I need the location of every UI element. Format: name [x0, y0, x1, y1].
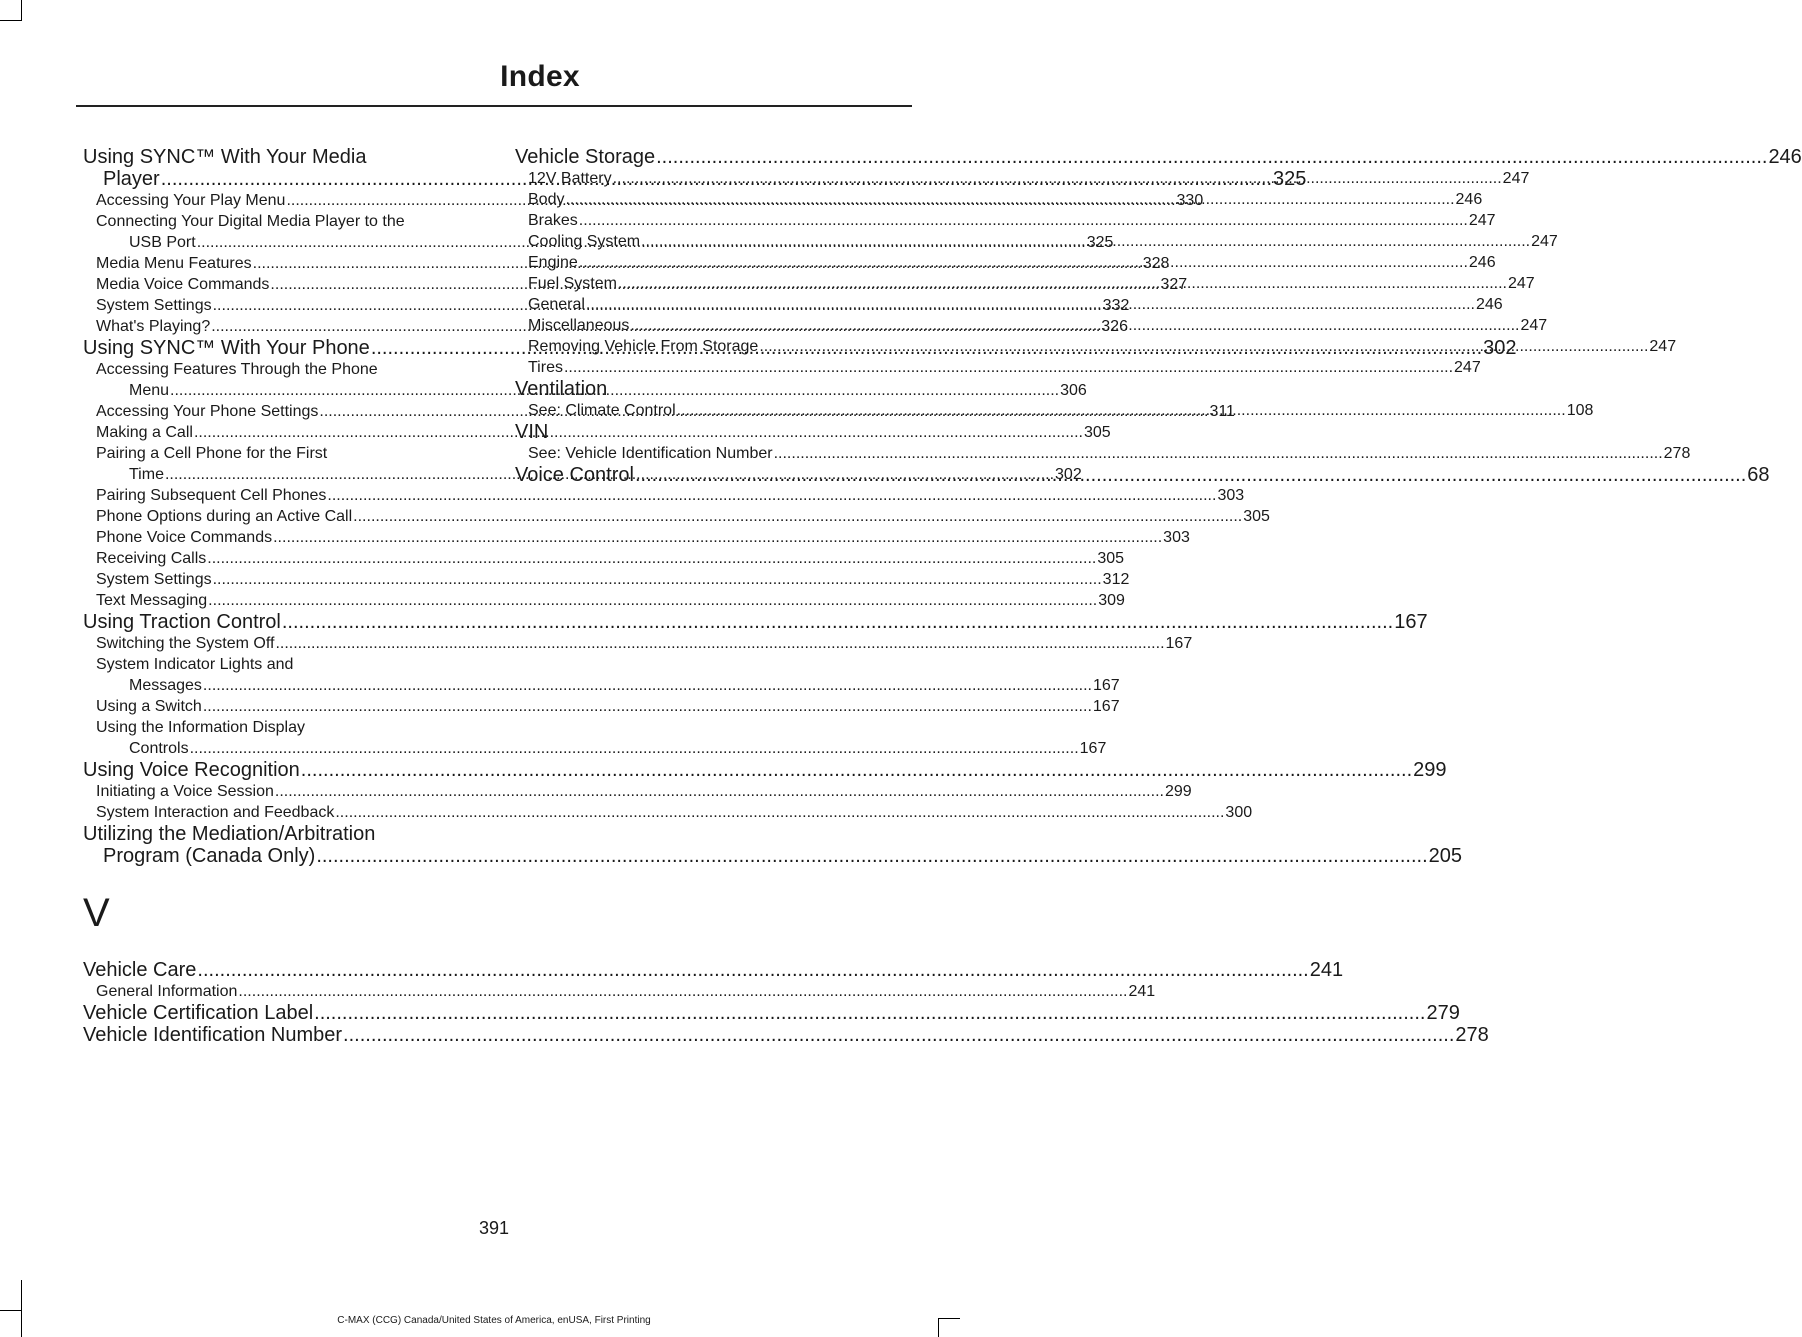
dot-leader: [579, 252, 1468, 273]
entry-label: General Information: [96, 983, 238, 1000]
entry-label: Text Messaging: [96, 592, 208, 609]
entry-label: Phone Options during an Active Call: [96, 508, 353, 525]
page-ref: 167: [1394, 611, 1428, 633]
page-ref: 205: [1428, 845, 1463, 867]
entry-label: Ventilation: [515, 378, 608, 400]
page-ref: 327: [1160, 276, 1188, 293]
entry-label: Cooling System: [528, 233, 641, 250]
entry-label: 12V Battery: [528, 170, 612, 187]
entry-label: Body: [528, 191, 565, 208]
entry-label: System Indicator Lights and: [96, 656, 294, 673]
entry-label: Player: [103, 168, 160, 190]
dot-leader: [343, 1024, 1454, 1046]
index-entry: [83, 759, 1447, 781]
page-ref: 328: [1142, 255, 1170, 272]
page-ref: 325: [1273, 168, 1307, 190]
page-ref: 247: [1507, 275, 1535, 292]
page-ref: 306: [1060, 382, 1087, 399]
dot-leader: [275, 633, 1164, 654]
dot-leader: [316, 845, 1427, 867]
index-subentry: [83, 527, 1190, 548]
dot-leader: [301, 759, 1412, 781]
entry-label: Miscellaneous: [528, 317, 630, 334]
dot-leader: [238, 981, 1127, 1002]
index-subentry: [83, 506, 1270, 527]
index-entry: [83, 959, 1344, 981]
page-ref: 305: [1243, 508, 1270, 525]
page-ref: 305: [1097, 550, 1125, 567]
entry-label: Utilizing the Mediation/Arbitration: [83, 823, 376, 845]
index-subentry: [83, 654, 1120, 696]
dot-leader: [656, 146, 1767, 168]
dot-leader: [353, 506, 1242, 527]
page-ref: 279: [1426, 1002, 1460, 1024]
dot-leader: [213, 569, 1102, 590]
page-ref: 247: [1520, 317, 1548, 334]
index-subentry: [83, 781, 1192, 802]
dot-leader: [635, 464, 1746, 486]
page-ref: 247: [1468, 212, 1496, 229]
index-subentry: [83, 548, 1125, 569]
entry-label: Receiving Calls: [96, 550, 207, 567]
dot-leader: [203, 675, 1092, 696]
entry-label: Time: [129, 466, 164, 483]
edition-footer: C-MAX (CCG) Canada/United States of America, enUSA, First Printing: [337, 1315, 651, 1326]
dot-leader: [759, 336, 1648, 357]
dot-leader: [618, 273, 1507, 294]
index-subentry: [515, 357, 1481, 378]
index-entry: [83, 611, 1428, 633]
page-ref: 246: [1468, 254, 1496, 271]
entry-label: Media Menu Features: [96, 255, 252, 272]
dot-leader: [641, 231, 1530, 252]
entry-label: Accessing Features Through the Phone: [96, 361, 378, 378]
page-ref: 330: [1176, 192, 1204, 209]
page-ref: 332: [1102, 297, 1130, 314]
page-ref: 302: [1055, 466, 1082, 483]
page-title: Index: [500, 60, 580, 93]
index-subentry: [515, 210, 1496, 231]
index-entry: [515, 421, 905, 443]
page-ref: 311: [1209, 403, 1235, 420]
entry-label: Pairing a Cell Phone for the First: [96, 445, 328, 462]
index-subentry: [83, 802, 1253, 823]
header-divider: [76, 105, 912, 107]
crop-mark: [0, 1310, 22, 1311]
page-ref: 302: [1483, 337, 1517, 359]
entry-label: Tires: [528, 359, 563, 376]
index-subentry: [83, 485, 1245, 506]
crop-mark: [0, 20, 22, 21]
entry-label: Using SYNC™ With Your Phone: [83, 337, 370, 359]
page-ref: 167: [1079, 740, 1107, 757]
page-ref: 246: [1475, 296, 1503, 313]
entry-label: Accessing Your Phone Settings: [96, 403, 319, 420]
dot-leader: [275, 781, 1164, 802]
index-subentry: [83, 981, 1156, 1002]
page-ref: 241: [1309, 959, 1344, 981]
entry-label: See: Vehicle Identification Number: [528, 445, 773, 462]
dot-leader: [586, 294, 1475, 315]
entry-label: Media Voice Commands: [96, 276, 270, 293]
entry-label: Using the Information Display: [96, 719, 305, 736]
index-subentry: [83, 569, 1130, 590]
entry-label: System Settings: [96, 297, 212, 314]
entry-label: Switching the System Off: [96, 635, 275, 652]
page-ref: 246: [1768, 146, 1802, 168]
dot-leader: [190, 738, 1079, 759]
dot-leader: [197, 959, 1308, 981]
page-ref: 167: [1165, 635, 1193, 652]
entry-label: Program (Canada Only): [103, 845, 316, 867]
dot-leader: [207, 548, 1096, 569]
dot-leader: [579, 210, 1468, 231]
page-ref: 312: [1102, 571, 1130, 588]
entry-label: Brakes: [528, 212, 578, 229]
entry-label: Removing Vehicle From Storage: [528, 338, 759, 355]
entry-label: Accessing Your Play Menu: [96, 192, 286, 209]
dot-leader: [314, 1002, 1425, 1024]
page-ref: 303: [1217, 487, 1245, 504]
page-ref: 299: [1413, 759, 1447, 781]
page-ref: 108: [1566, 402, 1594, 419]
entry-label: Using SYNC™ With Your Media: [83, 146, 367, 168]
page-ref: 68: [1747, 464, 1770, 486]
page-ref: 247: [1454, 359, 1481, 376]
dot-leader: [774, 443, 1663, 464]
index-entry: [83, 1024, 1489, 1046]
entry-label: Messages: [129, 677, 202, 694]
entry-label: Using a Switch: [96, 698, 202, 715]
page-ref: 325: [1086, 234, 1114, 251]
index-subentry: [515, 443, 1691, 464]
page-ref: 167: [1092, 677, 1120, 694]
page-ref: 278: [1663, 445, 1691, 462]
entry-label: Phone Voice Commands: [96, 529, 273, 546]
index-entry: [515, 378, 905, 400]
entry-label: Vehicle Care: [83, 959, 197, 981]
dot-leader: [677, 400, 1566, 421]
index-subentry: [83, 696, 1120, 717]
index-entry: [515, 146, 1802, 168]
index-entry: [83, 823, 1463, 867]
entry-label: System Settings: [96, 571, 212, 588]
entry-label: See: Climate Control: [528, 402, 676, 419]
entry-label: Engine: [528, 254, 578, 271]
page-ref: 247: [1649, 338, 1677, 355]
entry-label: Pairing Subsequent Cell Phones: [96, 487, 327, 504]
entry-label: Fuel System: [528, 275, 617, 292]
page-ref: 300: [1225, 804, 1253, 821]
page-ref: 309: [1098, 592, 1125, 609]
entry-label: Initiating a Voice Session: [96, 783, 274, 800]
entry-label: System Interaction and Feedback: [96, 804, 335, 821]
dot-leader: [208, 590, 1097, 611]
dot-leader: [613, 168, 1502, 189]
dot-leader: [335, 802, 1224, 823]
dot-leader: [273, 527, 1162, 548]
page-ref: 241: [1128, 983, 1156, 1000]
dot-leader: [203, 696, 1092, 717]
entry-label: Making a Call: [96, 424, 193, 441]
index-section-letter: V: [83, 891, 110, 935]
dot-leader: [327, 485, 1216, 506]
dot-leader: [565, 189, 1454, 210]
entry-label: Connecting Your Digital Media Player to the: [96, 213, 405, 230]
page-ref: 246: [1455, 191, 1483, 208]
entry-label: USB Port: [129, 234, 196, 251]
entry-label: Voice Control: [515, 464, 634, 486]
entry-label: VIN: [515, 421, 549, 443]
entry-label: Using Voice Recognition: [83, 759, 300, 781]
entry-label: Vehicle Storage: [515, 146, 656, 168]
entry-label: General: [528, 296, 585, 313]
entry-label: Menu: [129, 382, 170, 399]
entry-label: Using Traction Control: [83, 611, 281, 633]
page-ref: 299: [1164, 783, 1192, 800]
page-ref: 278: [1455, 1024, 1489, 1046]
dot-leader: [564, 357, 1453, 378]
entry-label: Vehicle Certification Label: [83, 1002, 314, 1024]
index-subentry: [83, 633, 1193, 654]
page-ref: 167: [1092, 698, 1120, 715]
crop-mark: [21, 1280, 22, 1337]
entry-label: Vehicle Identification Number: [83, 1024, 343, 1046]
index-subentry: [83, 717, 1107, 759]
page-ref: 305: [1084, 424, 1111, 441]
page-ref: 303: [1163, 529, 1190, 546]
page-ref: 247: [1531, 233, 1558, 250]
crop-mark: [21, 0, 22, 20]
index-entry: [83, 1002, 1460, 1024]
page-number: 391: [478, 1218, 510, 1238]
dot-leader: [282, 611, 1393, 633]
dot-leader: [630, 315, 1519, 336]
page-ref: 247: [1502, 170, 1530, 187]
index-subentry: [83, 590, 1125, 611]
entry-label: Controls: [129, 740, 189, 757]
entry-label: What's Playing?: [96, 318, 211, 335]
page-ref: 326: [1101, 318, 1128, 335]
